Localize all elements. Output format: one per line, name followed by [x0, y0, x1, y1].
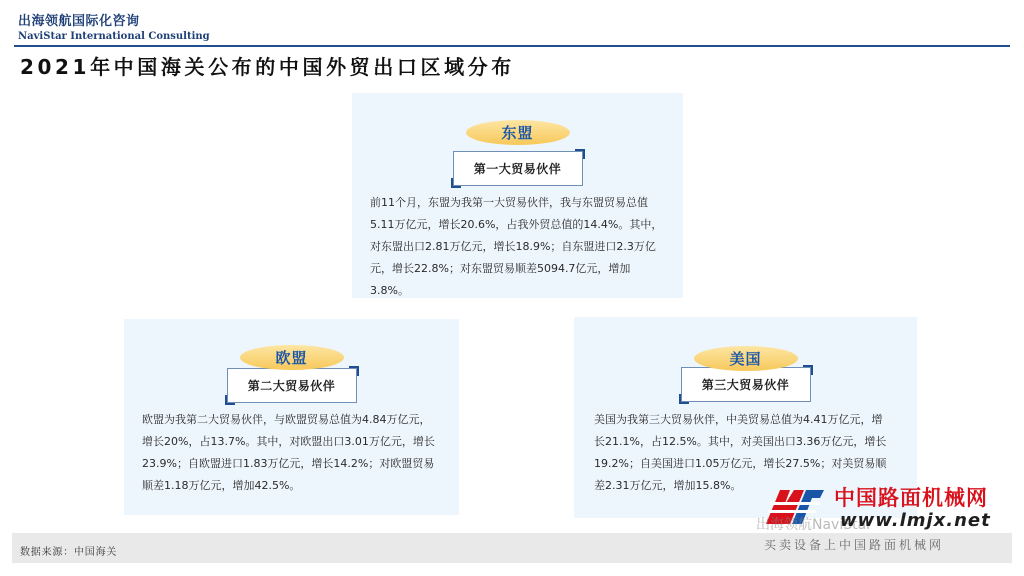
- desc-line: 前11个月，东盟为我第一大贸易伙伴，我与东盟贸易总值: [370, 196, 648, 209]
- rank-label-eu: 第二大贸易伙伴: [247, 379, 336, 393]
- desc-line: 23.9%；自欧盟进口1.83万亿元，增长14.2%；对欧盟贸易: [142, 457, 435, 470]
- description-asean: [370, 192, 669, 302]
- rank-box-asean: [453, 151, 583, 186]
- brand-name-cn: 出海领航国际化咨询: [18, 14, 140, 29]
- watermark: [754, 480, 1016, 576]
- desc-line: 元，增长22.8%；对东盟贸易顺差5094.7亿元，增加3.8%。: [370, 262, 631, 297]
- watermark-site-name: 中国路面机械网: [834, 486, 988, 510]
- header-divider: [14, 45, 1010, 47]
- rank-label-us: 第三大贸易伙伴: [701, 378, 790, 392]
- brand-logo: [18, 10, 210, 42]
- desc-line: 美国为我第三大贸易伙伴，中美贸易总值为4.41万亿元，增: [594, 413, 883, 426]
- desc-line: 顺差1.18万亿元，增加42.5%。: [142, 479, 301, 492]
- card-asean: [352, 93, 683, 298]
- desc-line: 差2.31万亿元，增加15.8%。: [594, 479, 742, 492]
- brand-name-en: NaviStar International Consulting: [18, 31, 210, 42]
- watermark-slogan: 买卖设备上中国路面机械网: [764, 538, 945, 552]
- rank-label-asean: 第一大贸易伙伴: [473, 162, 562, 176]
- desc-line: 欧盟为我第二大贸易伙伴，与欧盟贸易总值为4.84万亿元，: [142, 413, 431, 426]
- desc-line: 5.11万亿元，增长20.6%，占我外贸总值的14.4%。其中，: [370, 218, 663, 231]
- desc-line: 19.2%；自美国进口1.05万亿元，增长27.5%；对美贸易顺: [594, 457, 887, 470]
- desc-line: 对东盟出口2.81万亿元，增长18.9%；自东盟进口2.3万亿: [370, 240, 656, 253]
- watermark-url: www.lmjx.net: [840, 510, 991, 531]
- watermark-faint-brand: 出海领航NaviStar: [756, 517, 872, 533]
- rank-box-us: [681, 367, 811, 402]
- desc-line: 长21.1%，占12.5%。其中，对美国出口3.36万亿元，增长: [594, 435, 887, 448]
- region-tag-us: 美国: [694, 346, 798, 371]
- rank-box-eu: [227, 368, 357, 403]
- desc-line: 增长20%，占13.7%。其中，对欧盟出口3.01万亿元，增长: [142, 435, 435, 448]
- region-tag-eu: 欧盟: [240, 345, 344, 370]
- region-tag-asean: 东盟: [466, 120, 570, 145]
- description-eu: [142, 409, 445, 497]
- page-title: 2021年中国海关公布的中国外贸出口区域分布: [20, 55, 515, 79]
- data-source: 数据来源：中国海关: [20, 547, 118, 558]
- card-eu: [124, 319, 459, 515]
